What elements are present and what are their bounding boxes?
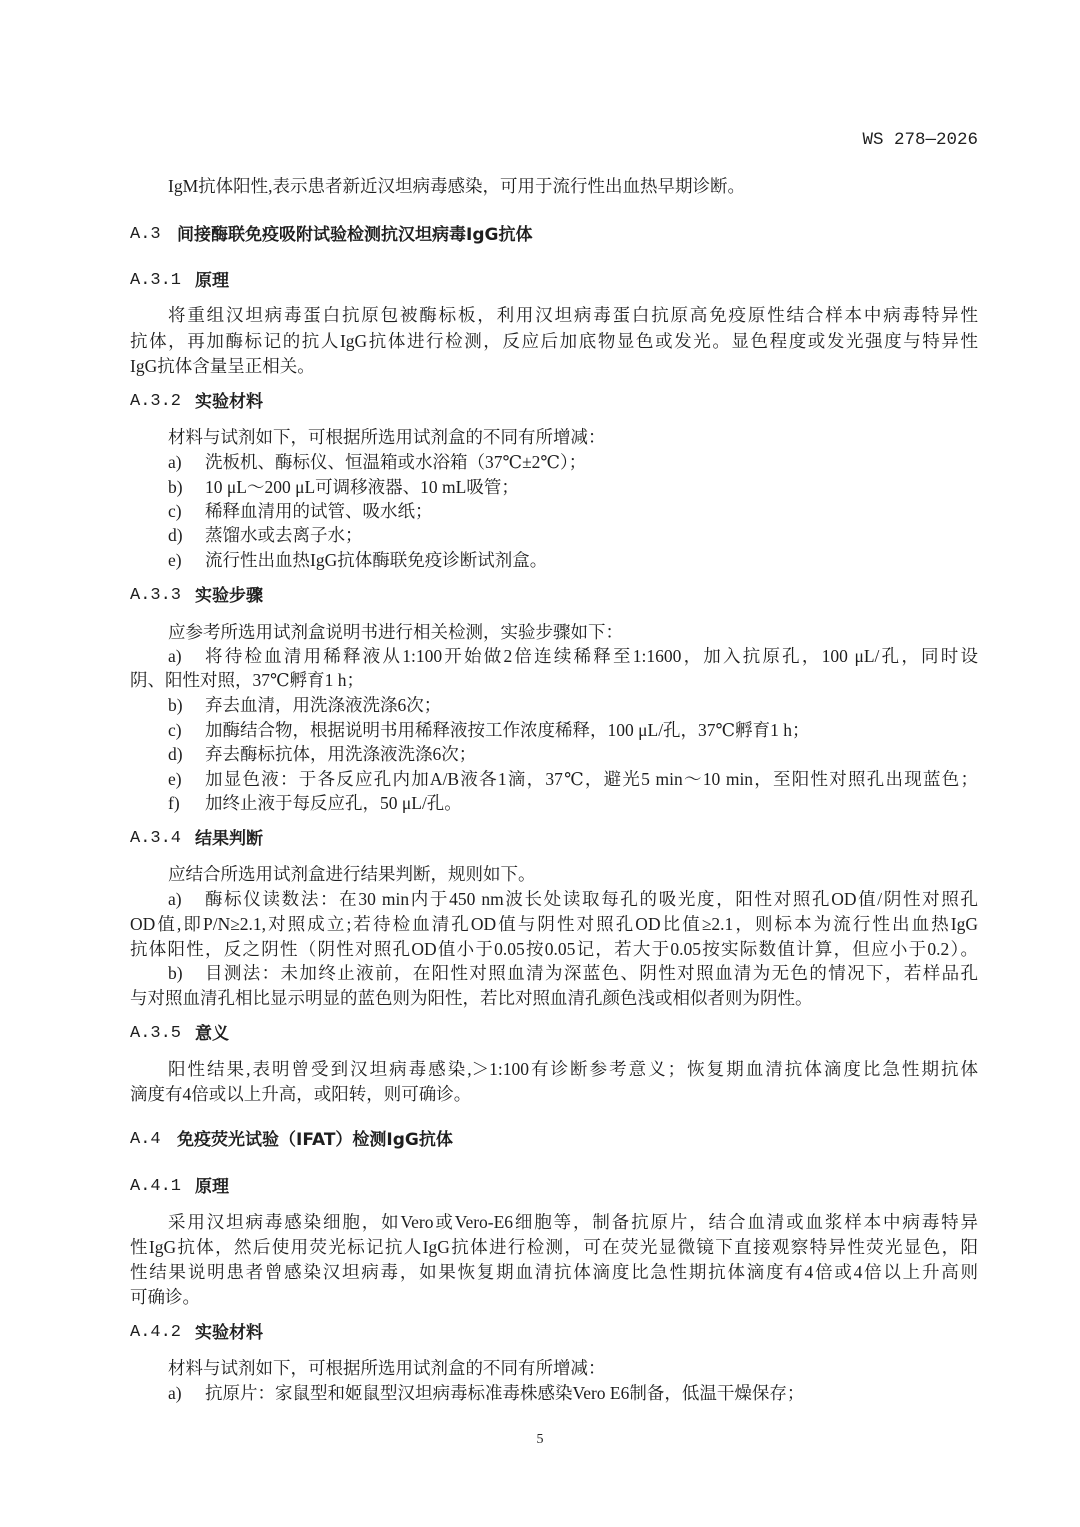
subsection-number: A.4.1 <box>130 1177 182 1196</box>
list-text: 加终止液于每反应孔，50 μL/孔。 <box>205 793 462 813</box>
subsection-title: 结果判断 <box>195 829 263 849</box>
paragraph-line: 阳性结果,表明曾受到汉坦病毒感染,＞1:100有诊断参考意义；恢复期血清抗体滴度比急性期抗体 <box>168 1059 978 1079</box>
list-label: e) <box>168 769 182 789</box>
page-number: 5 <box>536 1432 544 1447</box>
list-intro: 应参考所选用试剂盒说明书进行相关检测，实验步骤如下： <box>168 622 623 642</box>
list-text: 弃去血清，用洗涤液洗涤6次； <box>205 695 442 715</box>
paragraph-line: 性结果说明患者曾感染汉坦病毒，如果恢复期血清抗体滴度比急性期抗体滴度有4倍或4倍以上升高则 <box>130 1262 978 1282</box>
paragraph-line: 性IgG抗体，然后使用荧光标记抗人IgG抗体进行检测，可在荧光显微镜下直接观察特异性荧光显色，阳 <box>130 1237 978 1257</box>
list-text: 酶标仪读数法：在30 min内于450 nm波长处读取每孔的吸光度，阳性对照孔OD值/阴性对照孔 <box>205 889 978 909</box>
list-text-continued: OD值,即P/N≥2.1,对照成立;若待检血清孔OD值与阴性对照孔OD比值≥2.1，则标本为流行性出血热IgG <box>130 914 978 934</box>
list-item-first-line <box>168 644 978 668</box>
subsection-heading-a3-2 <box>130 390 978 414</box>
list-text: 流行性出血热IgG抗体酶联免疫诊断试剂盒。 <box>205 550 548 570</box>
section-title: 间接酶联免疫吸附试验检测抗汉坦病毒IgG抗体 <box>177 225 533 245</box>
subsection-title: 原理 <box>195 271 229 291</box>
list-label: a) <box>168 452 182 472</box>
subsection-heading-a3-1 <box>130 269 978 293</box>
list-label: d) <box>168 525 183 545</box>
list-item <box>168 475 978 499</box>
list-item-first-line <box>168 887 978 911</box>
list-text: 蒸馏水或去离子水； <box>205 525 363 545</box>
list-item-first-line <box>168 961 978 985</box>
list-text: 10 μL～200 μL可调移液器、10 mL吸管； <box>205 477 519 497</box>
paragraph-line: 滴度有4倍或以上升高，或阳转，则可确诊。 <box>130 1084 472 1104</box>
list-label: a) <box>168 1383 182 1403</box>
list-text: 将待检血清用稀释液从1:100开始做2倍连续稀释至1:1600，加入抗原孔，100 μL/孔，同时设 <box>205 646 978 666</box>
section-number: A.4 <box>130 1130 161 1149</box>
subsection-heading-a3-4 <box>130 827 978 851</box>
list-label: a) <box>168 646 182 666</box>
list-intro: 应结合所选用试剂盒进行结果判断，规则如下。 <box>168 864 536 884</box>
list-label: f) <box>168 793 180 813</box>
list-label: b) <box>168 963 183 983</box>
list-item <box>168 523 978 547</box>
document-code: WS 278—2026 <box>862 130 978 150</box>
paragraph-line: 将重组汉坦病毒蛋白抗原包被酶标板，利用汉坦病毒蛋白抗原高免疫原性结合样本中病毒特异性 <box>168 305 978 325</box>
subsection-number: A.3.2 <box>130 392 182 411</box>
subsection-number: A.4.2 <box>130 1323 182 1342</box>
list-text: 加显色液：于各反应孔内加A/B液各1滴，37℃，避光5 min～10 min，至阳性对照孔出现蓝色； <box>205 769 978 789</box>
subsection-title: 意义 <box>195 1024 229 1044</box>
subsection-number: A.3.4 <box>130 829 182 848</box>
list-label: e) <box>168 550 182 570</box>
list-text-continued: 阴、阳性对照，37℃孵育1 h； <box>130 670 364 690</box>
list-intro: 材料与试剂如下，可根据所选用试剂盒的不同有所增减： <box>168 1358 606 1378</box>
list-text: 稀释血清用的试管、吸水纸； <box>205 501 433 521</box>
section-heading-a4 <box>130 1128 978 1152</box>
list-item <box>168 499 978 523</box>
subsection-heading-a4-1 <box>130 1175 978 1199</box>
list-text-continued: 抗体阳性，反之阴性（阴性对照孔OD值小于0.05按0.05记，若大于0.05按实际数值计算，但应小于0.2）。 <box>130 939 978 959</box>
list-text: 抗原片：家鼠型和姬鼠型汉坦病毒标准毒株感染Vero E6制备，低温干燥保存； <box>205 1383 805 1403</box>
paragraph-line: 抗体，再加酶标记的抗人IgG抗体进行检测，反应后加底物显色或发光。显色程度或发光强度与特异性 <box>130 331 978 351</box>
list-text: 加酶结合物，根据说明书用稀释液按工作浓度稀释，100 μL/孔，37℃孵育1 h； <box>205 720 810 740</box>
paragraph-line: 采用汉坦病毒感染细胞，如Vero或Vero-E6细胞等，制备抗原片，结合血清或血浆样本中病毒特异 <box>168 1212 978 1232</box>
list-item <box>168 742 978 766</box>
list-label: b) <box>168 695 183 715</box>
list-item <box>168 718 978 742</box>
list-item <box>168 767 978 791</box>
paragraph-line: 可确诊。 <box>130 1287 200 1307</box>
list-item <box>168 450 978 474</box>
subsection-heading-a3-5 <box>130 1022 978 1046</box>
subsection-heading-a3-3 <box>130 584 978 608</box>
list-text: 洗板机、酶标仪、恒温箱或水浴箱（37℃±2℃）； <box>205 452 587 472</box>
section-title: 免疫荧光试验（IFAT）检测IgG抗体 <box>177 1130 453 1150</box>
paragraph-line: IgG抗体含量呈正相关。 <box>130 356 315 376</box>
list-intro: 材料与试剂如下，可根据所选用试剂盒的不同有所增减： <box>168 427 606 447</box>
subsection-number: A.3.5 <box>130 1024 182 1043</box>
list-label: b) <box>168 477 183 497</box>
list-item <box>168 1381 978 1405</box>
subsection-title: 实验步骤 <box>195 586 263 606</box>
list-item <box>168 791 978 815</box>
continued-paragraph: IgM抗体阳性,表示患者新近汉坦病毒感染，可用于流行性出血热早期诊断。 <box>168 176 746 196</box>
subsection-title: 实验材料 <box>195 1323 263 1343</box>
list-text: 目测法：未加终止液前，在阳性对照血清为深蓝色、阴性对照血清为无色的情况下，若样品孔 <box>205 963 978 983</box>
subsection-number: A.3.1 <box>130 271 182 290</box>
list-label: c) <box>168 501 182 521</box>
list-label: a) <box>168 889 182 909</box>
list-text: 弃去酶标抗体，用洗涤液洗涤6次； <box>205 744 477 764</box>
subsection-title: 实验材料 <box>195 392 263 412</box>
list-item <box>168 548 978 572</box>
list-label: c) <box>168 720 182 740</box>
section-heading-a3 <box>130 223 978 247</box>
section-number: A.3 <box>130 225 161 244</box>
subsection-number: A.3.3 <box>130 586 182 605</box>
list-text-continued: 与对照血清孔相比显示明显的蓝色则为阳性，若比对照血清孔颜色浅或相似者则为阴性。 <box>130 988 813 1008</box>
list-label: d) <box>168 744 183 764</box>
subsection-title: 原理 <box>195 1177 229 1197</box>
list-item <box>168 693 978 717</box>
subsection-heading-a4-2 <box>130 1321 978 1345</box>
